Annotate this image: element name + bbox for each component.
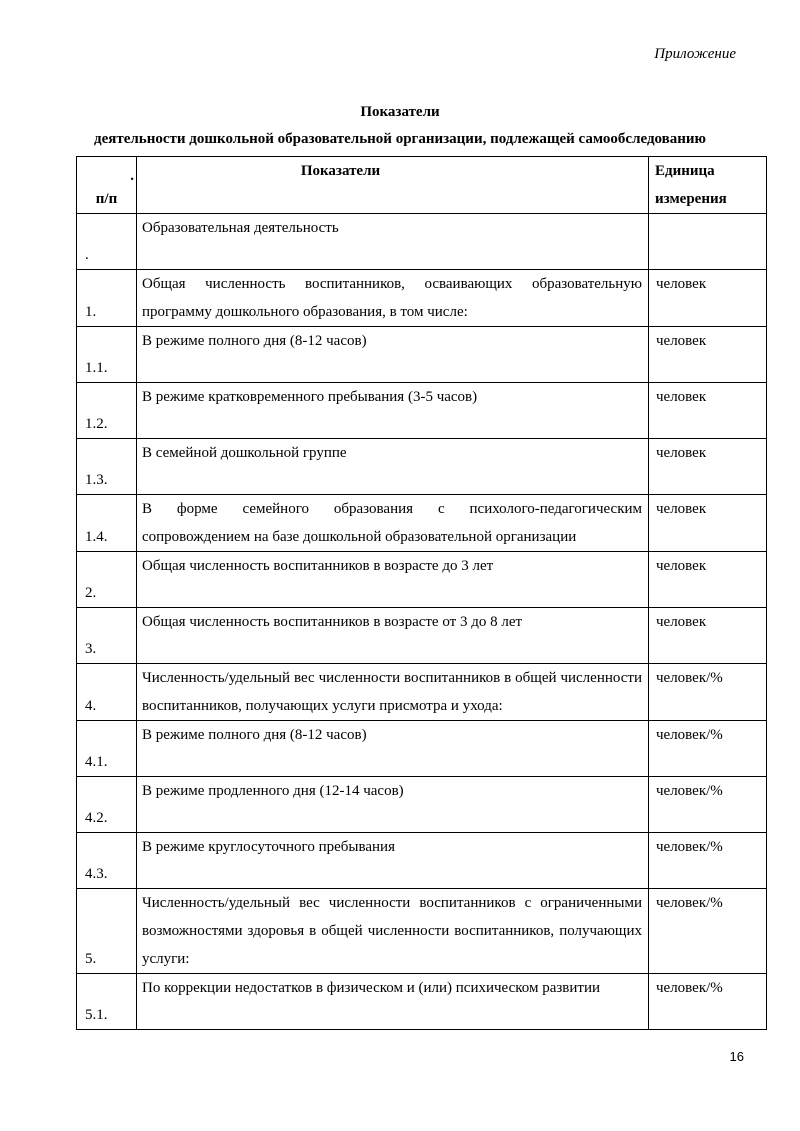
- table-row: [77, 721, 767, 777]
- table-row: [77, 974, 767, 1030]
- row-unit: человек/%: [649, 833, 767, 889]
- row-indicator: В форме семейного образования с психолого-педагогическим сопровождением на базе дошкольной образовательной организации: [137, 495, 649, 552]
- header-unit: Единица измерения: [649, 157, 767, 214]
- table-header-row: [77, 157, 767, 214]
- row-number: 5.1.: [77, 974, 137, 1030]
- row-indicator: Общая численность воспитанников, осваивающих образовательную программу дошкольного образования, в том числе:: [137, 270, 649, 327]
- header-number-dot: .: [130, 168, 134, 184]
- row-unit: человек/%: [649, 889, 767, 974]
- row-unit: [649, 214, 767, 270]
- table-row: [77, 439, 767, 495]
- row-unit: человек/%: [649, 721, 767, 777]
- table-row: [77, 270, 767, 327]
- table-row: [77, 608, 767, 664]
- row-indicator: По коррекции недостатков в физическом и (или) психическом развитии: [137, 974, 649, 1030]
- appendix-label: Приложение: [654, 46, 736, 62]
- row-indicator: В режиме кратковременного пребывания (3-5 часов): [137, 383, 649, 439]
- row-number: 5.: [77, 889, 137, 974]
- row-number: 1.: [77, 270, 137, 327]
- row-unit: человек/%: [649, 777, 767, 833]
- header-number: [77, 157, 137, 214]
- row-indicator: В семейной дошкольной группе: [137, 439, 649, 495]
- row-indicator: Общая численность воспитанников в возрасте от 3 до 8 лет: [137, 608, 649, 664]
- table-row: [77, 889, 767, 974]
- row-unit: человек/%: [649, 664, 767, 721]
- document-subtitle: деятельности дошкольной образовательной организации, подлежащей самообследованию: [93, 131, 707, 147]
- table-row: [77, 327, 767, 383]
- page-number: 16: [729, 1049, 744, 1064]
- row-number: 3.: [77, 608, 137, 664]
- table-row: [77, 495, 767, 552]
- table-body: [77, 214, 767, 1030]
- row-unit: человек/%: [649, 974, 767, 1030]
- header-number-label: п/п: [95, 191, 118, 207]
- table-row: [77, 383, 767, 439]
- row-number: 4.: [77, 664, 137, 721]
- row-number: 1.4.: [77, 495, 137, 552]
- row-indicator: Общая численность воспитанников в возрасте до 3 лет: [137, 552, 649, 608]
- row-number: .: [77, 214, 137, 270]
- row-indicator: В режиме продленного дня (12-14 часов): [137, 777, 649, 833]
- row-indicator: Образовательная деятельность: [137, 214, 649, 270]
- row-unit: человек: [649, 270, 767, 327]
- row-unit: человек: [649, 439, 767, 495]
- row-indicator: В режиме полного дня (8-12 часов): [137, 721, 649, 777]
- table-row: [77, 214, 767, 270]
- row-indicator: В режиме полного дня (8-12 часов): [137, 327, 649, 383]
- row-unit: человек: [649, 608, 767, 664]
- row-unit: человек: [649, 383, 767, 439]
- row-indicator: Численность/удельный вес численности воспитанников в общей численности воспитанников, получающих услуги присмотра и ухода:: [137, 664, 649, 721]
- row-unit: человек: [649, 495, 767, 552]
- document-title: Показатели: [360, 104, 440, 120]
- row-number: 1.2.: [77, 383, 137, 439]
- row-number: 4.3.: [77, 833, 137, 889]
- header-indicator: Показатели: [137, 157, 649, 214]
- row-unit: человек: [649, 552, 767, 608]
- row-number: 1.3.: [77, 439, 137, 495]
- row-indicator: В режиме круглосуточного пребывания: [137, 833, 649, 889]
- table-row: [77, 833, 767, 889]
- row-number: 1.1.: [77, 327, 137, 383]
- row-unit: человек: [649, 327, 767, 383]
- row-number: 4.2.: [77, 777, 137, 833]
- table-row: [77, 552, 767, 608]
- row-number: 4.1.: [77, 721, 137, 777]
- table-row: [77, 777, 767, 833]
- row-number: 2.: [77, 552, 137, 608]
- indicators-table: [76, 156, 767, 1030]
- table-row: [77, 664, 767, 721]
- row-indicator: Численность/удельный вес численности воспитанников с ограниченными возможностями здоровья в общей численности воспитанников, получающих услуги:: [137, 889, 649, 974]
